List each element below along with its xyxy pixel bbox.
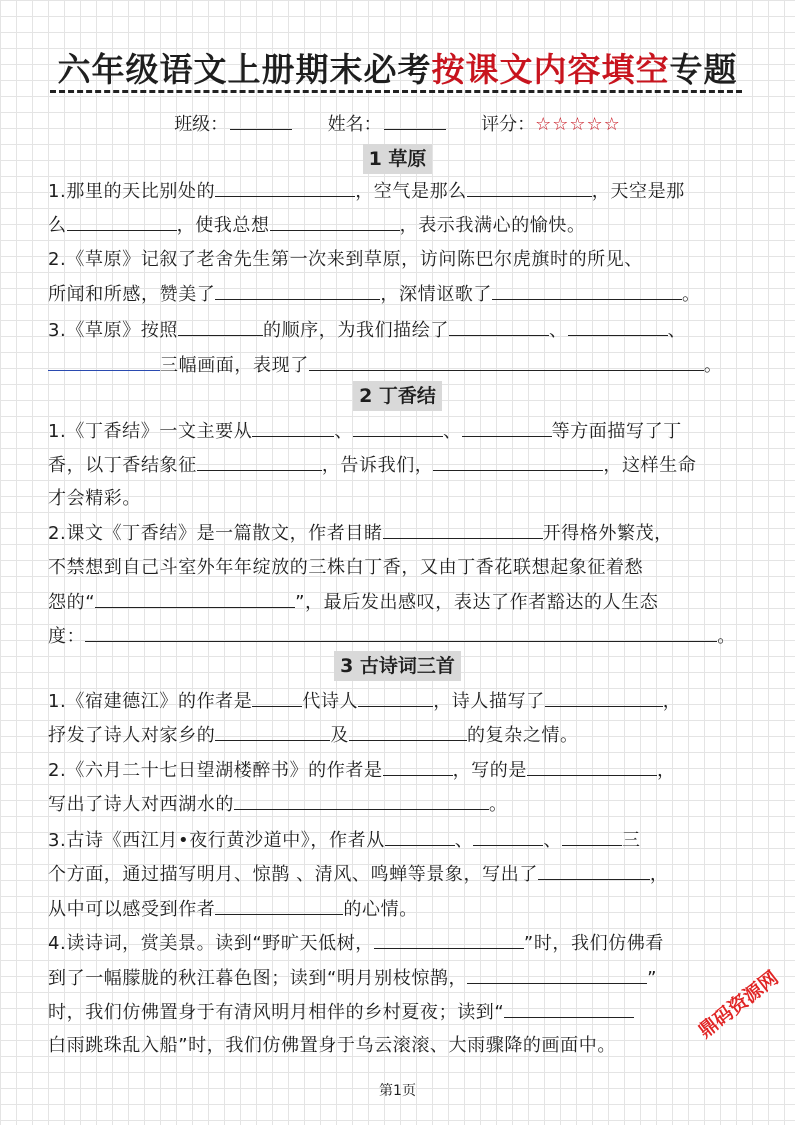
answer-blank[interactable] — [309, 352, 704, 371]
question-line: 1.《丁香结》一文主要从 、 、 等方面描写了丁 — [48, 418, 682, 445]
class-label: 班级： — [174, 114, 229, 135]
section-heading-2: 2 丁香结 — [0, 381, 795, 411]
question-line: 时，我们仿佛置身于有清风明月相伴的乡村夏夜；读到“ — [48, 999, 634, 1026]
answer-blank[interactable] — [562, 827, 622, 846]
question-line: 所闻和所感，赞美了 ，深情讴歌了 。 — [48, 281, 701, 308]
answer-blank[interactable] — [433, 452, 603, 471]
answer-blank[interactable] — [215, 281, 380, 300]
question-line: 香，以丁香结象征 ，告诉我们， ，这样生命 — [48, 452, 696, 479]
section-heading-1: 1 草原 — [0, 144, 795, 174]
question-line: 4.读诗词，赏美景。读到“野旷天低树， ”时，我们仿佛看 — [48, 930, 664, 957]
page-title — [0, 44, 795, 91]
answer-blank[interactable] — [492, 281, 682, 300]
answer-blank[interactable] — [568, 317, 668, 336]
answer-blank[interactable] — [353, 418, 443, 437]
answer-blank[interactable] — [85, 623, 717, 642]
answer-blank[interactable] — [449, 317, 549, 336]
question-line: 白雨跳珠乱入船”时，我们仿佛置身于乌云滚滚、大雨骤降的画面中。 — [48, 1035, 616, 1056]
answer-blank[interactable] — [383, 757, 453, 776]
answer-blank[interactable] — [385, 827, 455, 846]
answer-blank[interactable] — [383, 520, 543, 539]
title-divider — [50, 90, 742, 93]
question-line: 3.古诗《西江月•夜行黄沙道中》，作者从 、 、 三 — [48, 827, 641, 854]
question-line: 不禁想到自己斗室外年年绽放的三株白丁香，又由丁香花联想起象征着愁 — [48, 557, 644, 578]
answer-blank[interactable] — [467, 178, 592, 197]
title-part3: 专题 — [669, 50, 738, 89]
class-blank[interactable] — [230, 113, 292, 130]
answer-blank[interactable] — [252, 688, 302, 707]
answer-blank[interactable] — [462, 418, 552, 437]
answer-blank[interactable] — [349, 722, 467, 741]
answer-blank[interactable] — [48, 352, 160, 371]
question-line: 个方面，通过描写明月、惊鹊 、清风、鸣蝉等景象，写出了 ， — [48, 861, 669, 888]
score-label: 评分： — [481, 114, 536, 135]
question-line: 1.《宿建德江》的作者是 代诗人 ，诗人描写了 ， — [48, 688, 681, 715]
answer-blank[interactable] — [374, 930, 524, 949]
answer-blank[interactable] — [95, 589, 295, 608]
answer-blank[interactable] — [215, 722, 330, 741]
answer-blank[interactable] — [67, 212, 177, 231]
answer-blank[interactable] — [234, 791, 489, 810]
question-line: 么 ，使我总想 ，表示我满心的愉快。 — [48, 212, 586, 239]
question-line: 到了一幅朦胧的秋江暮色图；读到“明月别枝惊鹊， ” — [48, 965, 657, 992]
info-line — [0, 110, 795, 136]
question-line: 从中可以感受到作者 的心情。 — [48, 896, 418, 923]
question-line: 2.课文《丁香结》是一篇散文，作者目睹 开得格外繁茂， — [48, 520, 673, 547]
question-line: 抒发了诗人对家乡的 及 的复杂之情。 — [48, 722, 579, 749]
question-line: 才会精彩。 — [48, 488, 141, 509]
answer-blank[interactable] — [538, 861, 650, 880]
question-line: 3.《草原》按照 的顺序，为我们描绘了 、 、 — [48, 317, 686, 344]
answer-blank[interactable] — [545, 688, 663, 707]
answer-blank[interactable] — [178, 317, 263, 336]
question-line: 2.《六月二十七日望湖楼醉书》的作者是 ，写的是 ， — [48, 757, 676, 784]
question-line: 写出了诗人对西湖水的 。 — [48, 791, 508, 818]
answer-blank[interactable] — [504, 999, 634, 1018]
answer-blank[interactable] — [197, 452, 322, 471]
answer-blank[interactable] — [215, 896, 343, 915]
title-highlight: 按课文内容填空 — [431, 50, 670, 89]
answer-blank[interactable] — [473, 827, 543, 846]
score-stars: ☆☆☆☆☆ — [535, 114, 621, 135]
question-line: 怨的“ ”，最后发出感叹，表达了作者豁达的人生态 — [48, 589, 658, 616]
page-number: 第1页 — [379, 1083, 416, 1099]
answer-blank[interactable] — [358, 688, 433, 707]
question-line: 2.《草原》记叙了老舍先生第一次来到草原，访问陈巴尔虎旗时的所见、 — [48, 249, 643, 270]
answer-blank[interactable] — [527, 757, 657, 776]
question-line: 度： 。 — [48, 623, 736, 650]
section-heading-3: 3 古诗词三首 — [0, 651, 795, 681]
title-part1: 六年级语文上册期末必考 — [57, 50, 432, 89]
answer-blank[interactable] — [270, 212, 400, 231]
answer-blank[interactable] — [467, 965, 647, 984]
answer-blank[interactable] — [215, 178, 355, 197]
answer-blank[interactable] — [252, 418, 334, 437]
question-line: 1.那里的天比别处的 ，空气是那么 ，天空是那 — [48, 178, 685, 205]
watermark-logo: 鼎码资源网 — [694, 966, 783, 1043]
question-line: 三幅画面，表现了 。 — [48, 352, 722, 379]
name-label: 姓名： — [327, 114, 382, 135]
name-blank[interactable] — [384, 113, 446, 130]
